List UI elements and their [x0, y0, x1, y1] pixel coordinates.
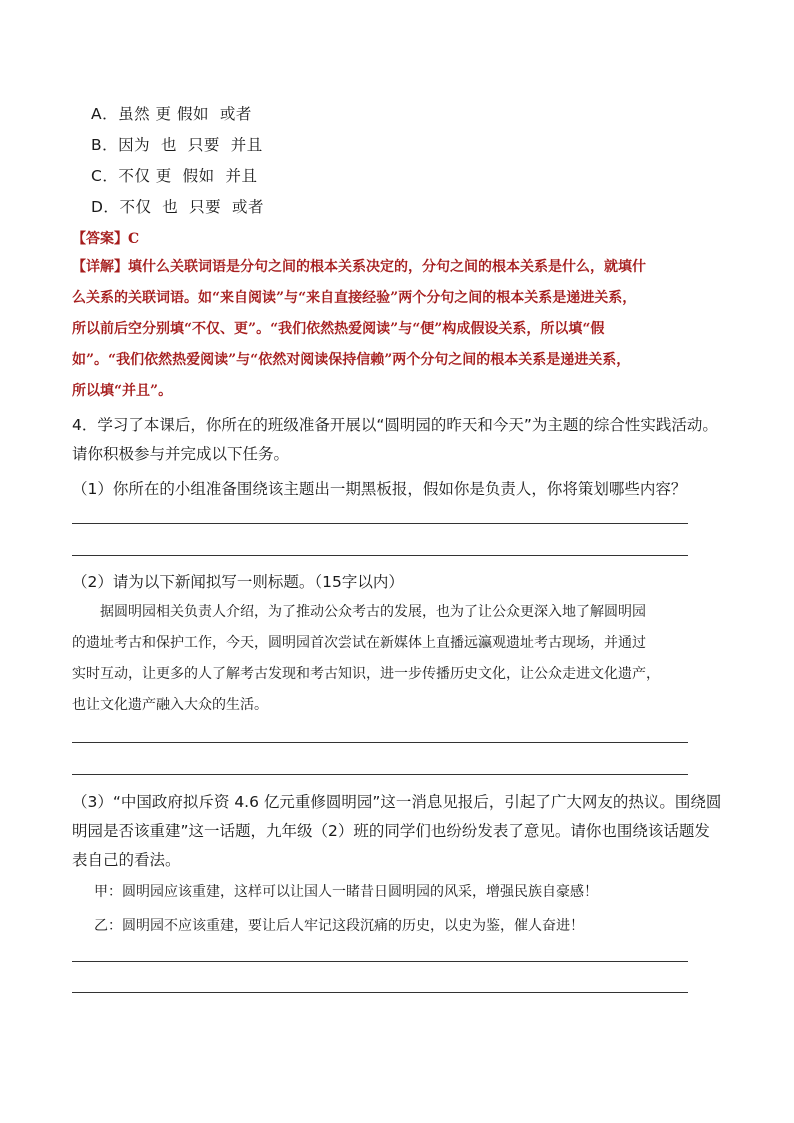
- option-text: 因为 也 只要 并且: [118, 136, 263, 154]
- explanation-line: 么关系的关联词语。如“来自阅读”与“来自直接经验”两个分句之间的根本关系是递进关系，: [72, 290, 637, 306]
- option-letter: C．: [91, 167, 119, 185]
- option-text: 不仅 更 假如 并且: [118, 167, 258, 185]
- answer-line: [72, 228, 139, 248]
- question-4-intro-line-2: 请你积极参与并完成以下任务。: [72, 445, 290, 463]
- option-d: [91, 195, 264, 217]
- explanation-line: 【详解】填什么关联词语是分句之间的根本关系决定的，分句之间的根本关系是什么，就填什: [72, 259, 646, 275]
- news-passage: [72, 597, 732, 721]
- option-text: 虽然 更 假如 或者: [118, 105, 252, 123]
- explanation-block: [72, 252, 732, 407]
- option-letter: A．: [91, 105, 119, 123]
- sub-question-3-line-3: 表自己的看法。: [72, 851, 181, 869]
- news-line: 的遗址考古和保护工作，今天，圆明园首次尝试在新媒体上直播远瀛观遗址考古现场，并通过: [72, 635, 646, 651]
- answer-blank-line[interactable]: [72, 774, 688, 775]
- option-c: [91, 164, 257, 186]
- opinion-yi: 乙：圆明园不应该重建，要让后人牢记这段沉痛的历史，以史为鉴，催人奋进！: [94, 918, 584, 934]
- sub-question-2: （2）请为以下新闻拟写一则标题。（15字以内）: [72, 573, 404, 591]
- news-line: 实时互动，让更多的人了解考古发现和考古知识，进一步传播历史文化，让公众走进文化遗产，: [72, 666, 660, 682]
- option-letter: B．: [91, 136, 119, 154]
- sub-question-1: （1）你所在的小组准备围绕该主题出一期黑板报，假如你是负责人，你将策划哪些内容？: [72, 480, 687, 498]
- explanation-label: 【详解】: [72, 259, 128, 275]
- news-line: 据圆明园相关负责人介绍，为了推动公众考古的发展，也为了让公众更深入地了解圆明园: [100, 604, 646, 620]
- answer-label: 【答案】: [72, 231, 128, 247]
- sub-question-3-line-2: 明园是否该重建”这一话题，九年级（2）班的同学们也纷纷发表了意见。请你也围绕该话题发: [72, 822, 710, 840]
- option-b: [91, 133, 263, 155]
- explanation-line: 如”。“我们依然热爱阅读”与“依然对阅读保持信赖”两个分句之间的根本关系是递进关系，: [72, 352, 631, 368]
- answer-blank-line[interactable]: [72, 992, 688, 993]
- answer-blank-line[interactable]: [72, 523, 688, 524]
- answer-blank-line[interactable]: [72, 961, 688, 962]
- sub-question-3-line-1: （3）“中国政府拟斥资 4.6 亿元重修圆明园”这一消息见报后，引起了广大网友的热议。围绕圆: [72, 793, 722, 811]
- question-4-intro-line-1: 4．学习了本课后，你所在的班级准备开展以“圆明园的昨天和今天”为主题的综合性实践活动。: [72, 416, 718, 434]
- news-line: 也让文化遗产融入大众的生活。: [72, 697, 268, 713]
- answer-blank-line[interactable]: [72, 742, 688, 743]
- option-letter: D．: [91, 198, 120, 216]
- explanation-line: 所以填“并且”。: [72, 383, 173, 399]
- explanation-line: 所以前后空分别填“不仅、更”。“我们依然热爱阅读”与“便”构成假设关系，所以填“假: [72, 321, 605, 337]
- option-text: 不仅 也 只要 或者: [119, 198, 265, 216]
- option-a: [91, 102, 252, 124]
- opinion-jia: 甲：圆明园应该重建，这样可以让国人一睹昔日圆明园的风采，增强民族自豪感！: [94, 884, 598, 900]
- answer-blank-line[interactable]: [72, 555, 688, 556]
- answer-value: C: [128, 231, 140, 247]
